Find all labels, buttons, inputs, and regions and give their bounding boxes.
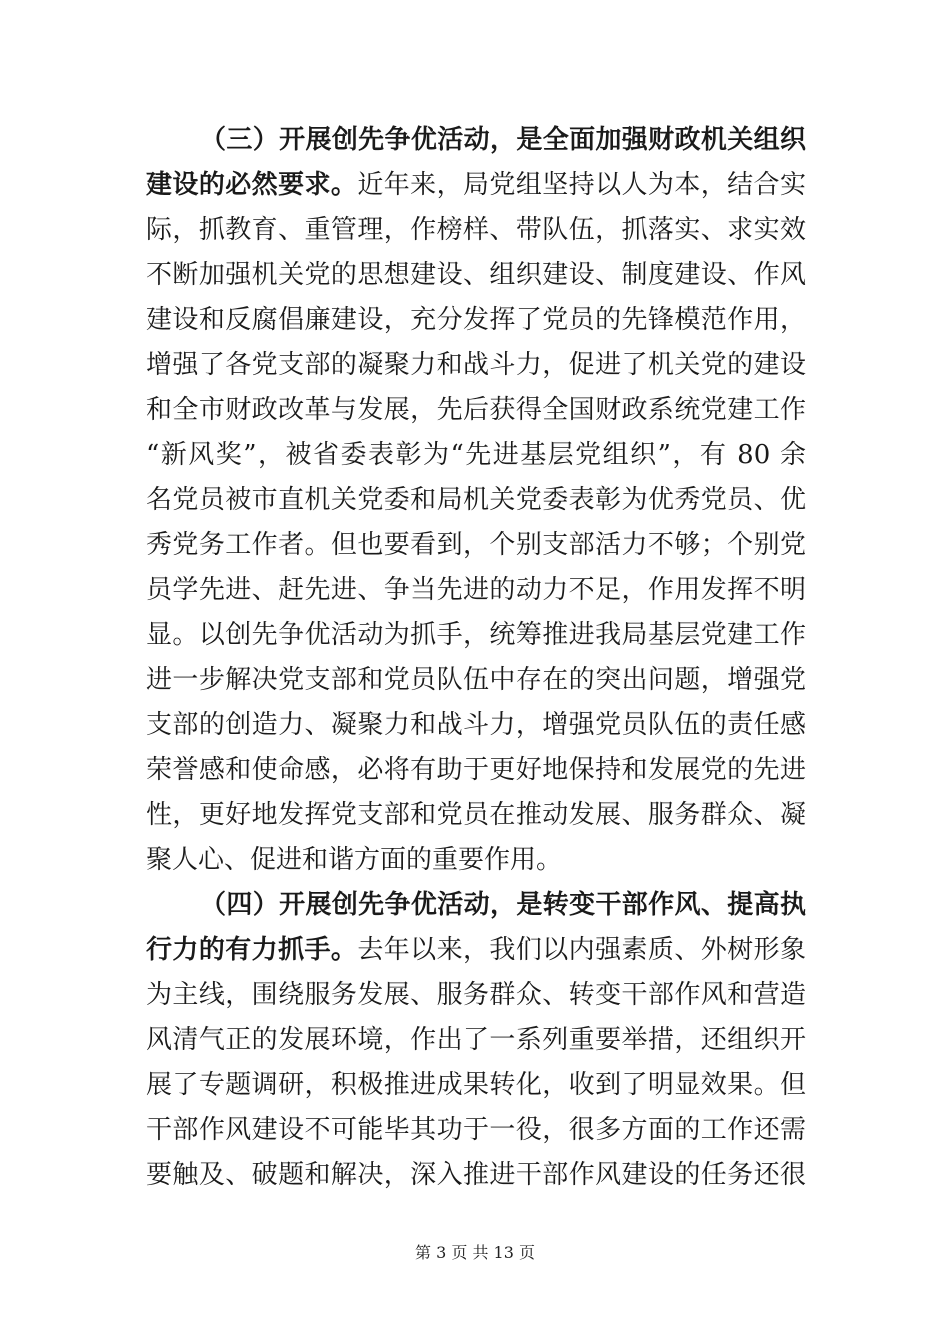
paragraph3-line: “新风奖”，被省委表彰为“先进基层党组织”，有 80 余 <box>146 440 806 470</box>
paragraph3-heading-tail: 建设的必然要求。 <box>146 170 358 200</box>
paragraph3-heading: （三）开展创先争优活动，是全面加强财政机关组织 <box>200 125 806 155</box>
paragraph4-text: 去年以来，我们以内强素质、外树形象 <box>357 935 806 965</box>
paragraph4-line: 要触及、破题和解决，深入推进干部作风建设的任务还很 <box>146 1160 806 1190</box>
paragraph3-line: 荣誉感和使命感，必将有助于更好地保持和发展党的先进 <box>146 755 806 785</box>
paragraph3-text: 近年来，局党组坚持以人为本，结合实 <box>357 170 806 200</box>
paragraph4-heading: （四）开展创先争优活动，是转变干部作风、提高执 <box>200 890 806 920</box>
page-number-footer: 第 3 页 共 13 页 <box>415 1243 535 1262</box>
paragraph3-line: 增强了各党支部的凝聚力和战斗力，促进了机关党的建设 <box>146 350 806 380</box>
paragraph3-line: 秀党务工作者。但也要看到，个别支部活力不够；个别党 <box>146 530 806 560</box>
paragraph3-line <box>146 165 806 205</box>
paragraph3-line: 不断加强机关党的思想建设、组织建设、制度建设、作风 <box>146 260 806 290</box>
paragraph3-line: 建设和反腐倡廉建设，充分发挥了党员的先锋模范作用， <box>146 305 806 335</box>
paragraph4-line: 展了专题调研，积极推进成果转化，收到了明显效果。但 <box>146 1070 806 1100</box>
paragraph3-line: 支部的创造力、凝聚力和战斗力，增强党员队伍的责任感 <box>146 710 806 740</box>
paragraph3-line: 聚人心、促进和谐方面的重要作用。 <box>146 845 563 875</box>
paragraph3-line: 际，抓教育、重管理，作榜样、带队伍，抓落实、求实效 <box>146 215 806 245</box>
paragraph3-line: 名党员被市直机关党委和局机关党委表彰为优秀党员、优 <box>146 485 806 515</box>
paragraph3-line: 性，更好地发挥党支部和党员在推动发展、服务群众、凝 <box>146 800 806 830</box>
paragraph4-line <box>146 930 806 970</box>
paragraph3-line: 进一步解决党支部和党员队伍中存在的突出问题，增强党 <box>146 665 806 695</box>
paragraph4-line: 为主线，围绕服务发展、服务群众、转变干部作风和营造 <box>146 980 806 1010</box>
paragraph3-line: 员学先进、赶先进、争当先进的动力不足，作用发挥不明 <box>146 575 806 605</box>
paragraph4-line: 风清气正的发展环境，作出了一系列重要举措，还组织开 <box>146 1025 806 1055</box>
paragraph4-heading-tail: 行力的有力抓手。 <box>146 935 358 965</box>
paragraph3-line: 显。以创先争优活动为抓手，统筹推进我局基层党建工作 <box>146 620 806 650</box>
paragraph4-line: 干部作风建设不可能毕其功于一役，很多方面的工作还需 <box>146 1115 806 1145</box>
paragraph3-line: 和全市财政改革与发展，先后获得全国财政系统党建工作 <box>146 395 806 425</box>
